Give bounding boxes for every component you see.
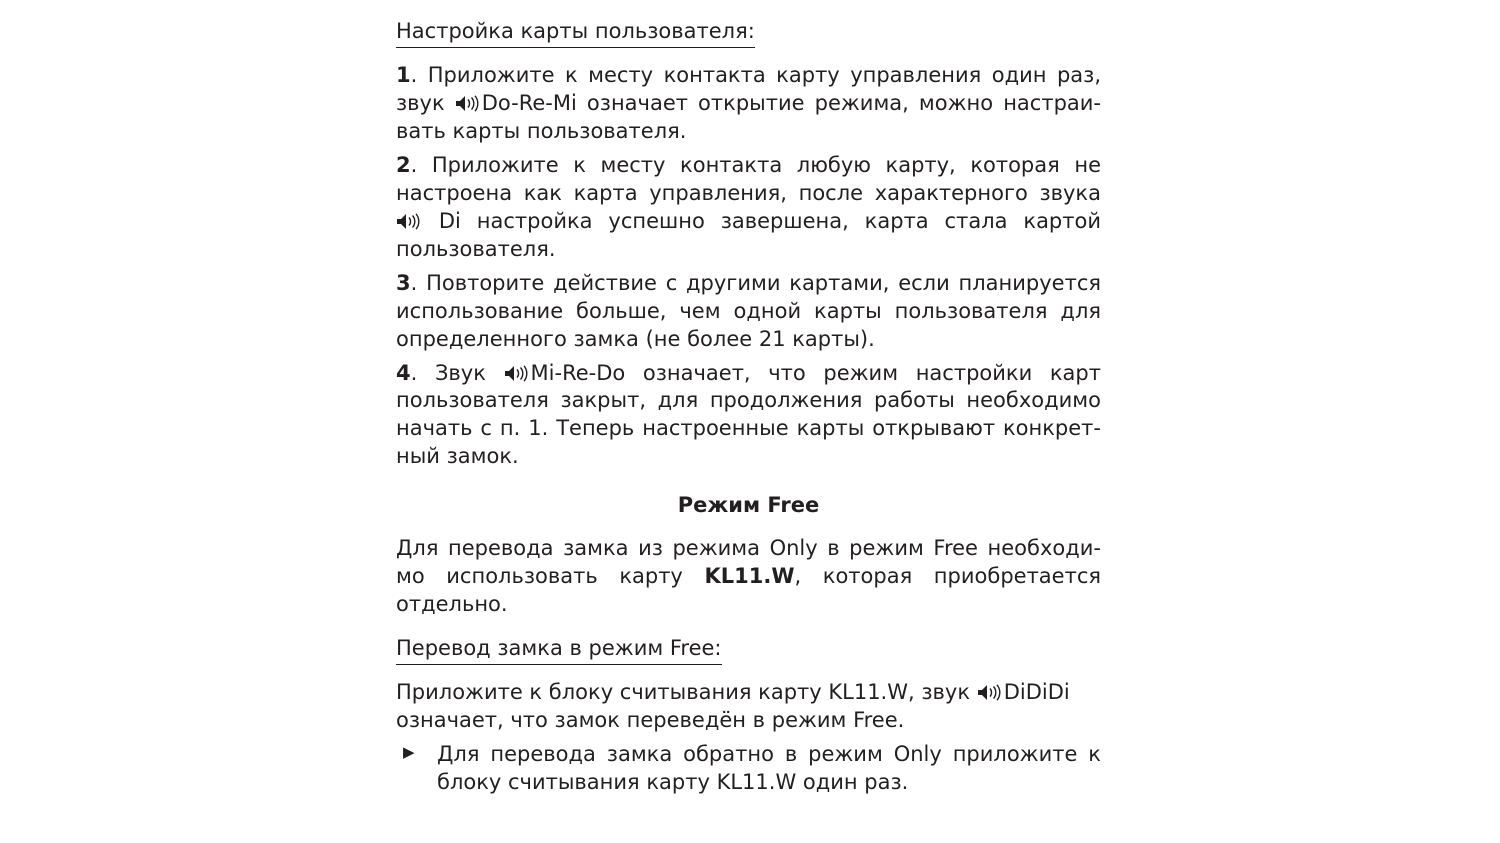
step-3-text-before: . Повторите действие с другими картами, если планируется использование больше, чем одной карты пользователя для определенного замка (не более 21 карты).	[396, 270, 1101, 351]
free-mode-subheading: Перевод замка в режим Free:	[396, 635, 722, 665]
step-2	[396, 152, 1101, 264]
triangle-bullet-icon: ▶	[403, 743, 415, 762]
step-2-text-after: Di настройка успешно завершена, карта стала картой пользователя.	[396, 208, 1101, 261]
speaker-icon	[455, 95, 482, 112]
step-4-text-before: . Звук	[410, 360, 504, 385]
free-mode-intro-part1: Для перевода замка из режима Only в режим Free необходи-мо использовать карту	[396, 536, 1101, 589]
text-column	[396, 18, 1101, 797]
free-mode-intro	[396, 535, 1101, 619]
step-1-text-before: . Приложите к месту контакта карту управления один раз, звук	[396, 63, 1101, 116]
speaker-icon	[396, 213, 423, 230]
step-3	[396, 270, 1101, 354]
step-1	[396, 62, 1101, 146]
step-1-text-after: Do-Re-Mi означает открытие режима, можно настраи-вать карты пользователя.	[396, 91, 1101, 144]
speaker-icon	[977, 684, 1004, 701]
free-mode-instruction-after: DiDiDi означает, что замок переведён в режим Free.	[396, 680, 1070, 733]
step-2-number: 2	[396, 153, 411, 178]
free-mode-card-name: KL11.W	[704, 564, 795, 589]
step-4-text-after: Mi-Re-Do означает, что режим настройки карт пользователя закрыт, для продолжения работы необходимо начать с п. 1. Теперь настроенные карты открывают конкрет-ный замок.	[396, 360, 1101, 469]
free-mode-instruction	[396, 679, 1101, 735]
step-1-number: 1	[396, 63, 411, 88]
speaker-icon	[504, 365, 531, 382]
step-4	[396, 360, 1101, 472]
list-item-text: Для перевода замка обратно в режим Only приложите к блоку считывания карту KL11.W один раз.	[437, 742, 1101, 795]
step-4-number: 4	[396, 360, 411, 385]
step-2-text-before: . Приложите к месту контакта любую карту, которая не настроена как карта управления, после характерного звука	[396, 153, 1101, 205]
list-item	[396, 741, 1101, 797]
free-mode-intro-part2: , которая приобретается отдельно.	[396, 564, 1101, 617]
section-heading: Настройка карты пользователя:	[396, 18, 755, 48]
free-mode-heading: Режим Free	[677, 493, 820, 518]
free-mode-instruction-before: Приложите к блоку считывания карту KL11.W, звук	[396, 680, 977, 705]
step-3-number: 3	[396, 270, 411, 295]
